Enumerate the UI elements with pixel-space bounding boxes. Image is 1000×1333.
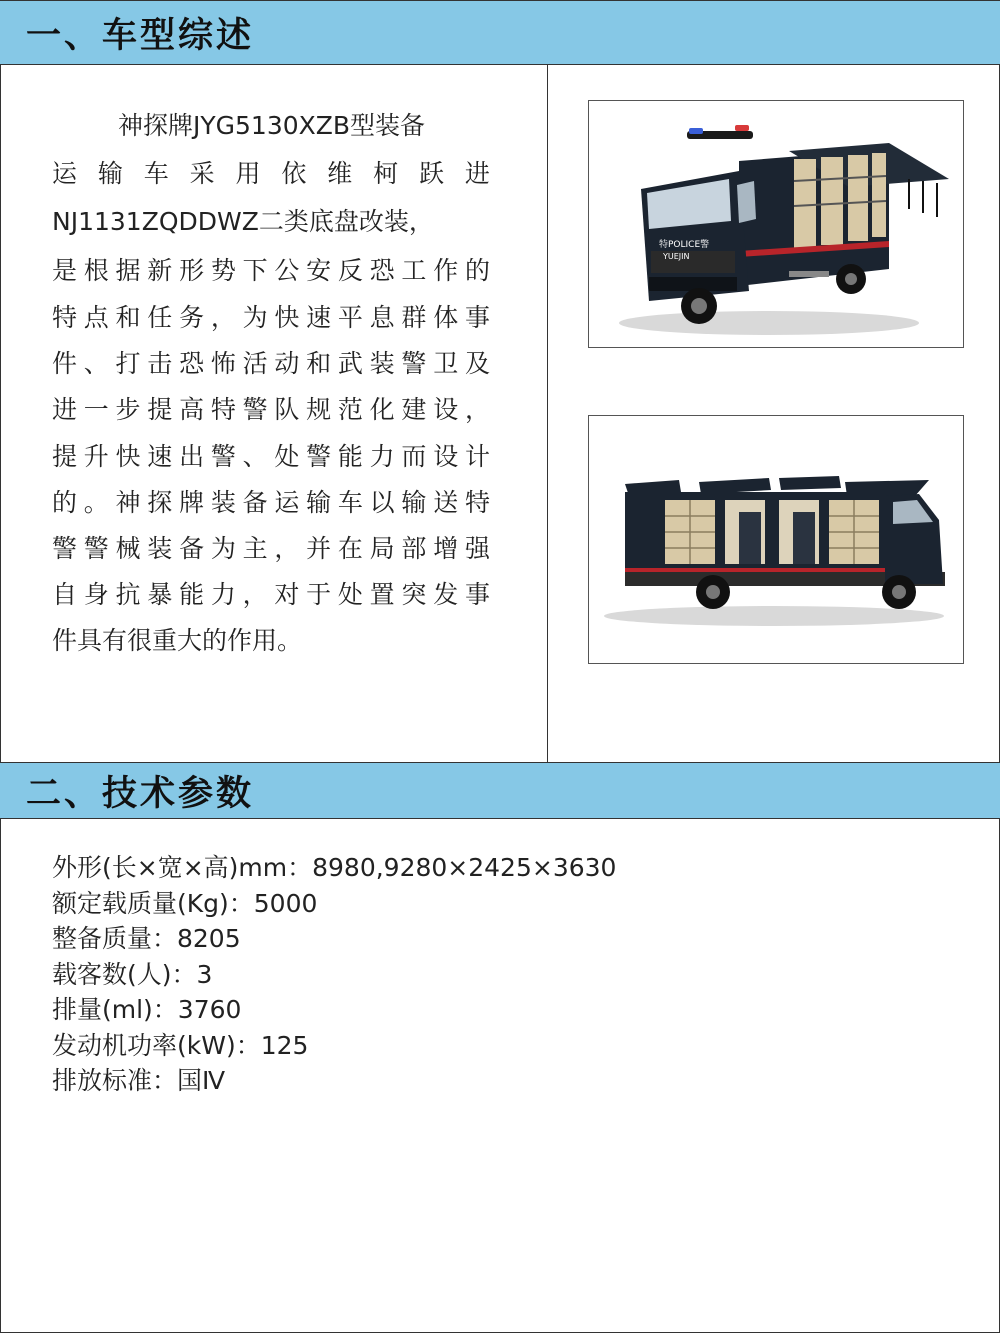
overview-line: 神探牌JYG5130XZB型装备 bbox=[118, 111, 426, 140]
spec-engine-power: 发动机功率(kW)：125 bbox=[52, 1031, 309, 1060]
overview-line: 件 、 打 击 恐 怖 活 动 和 武 装 警 卫 及 bbox=[52, 349, 490, 378]
overview-line: 的 。 神 探 牌 装 备 运 输 车 以 输 送 特 bbox=[52, 488, 490, 517]
overview-line: 提 升 快 速 出 警 、 处 警 能 力 而 设 计 bbox=[52, 442, 490, 471]
section-header-specs bbox=[0, 762, 1000, 819]
truck-brand-text: YUEJIN bbox=[663, 252, 690, 261]
spec-dimensions: 外形(长×宽×高)mm：8980,9280×2425×3630 bbox=[52, 853, 617, 882]
spec-rated-load: 额定载质量(Kg)：5000 bbox=[52, 889, 318, 918]
truck-front-photo bbox=[589, 101, 963, 347]
truck-marking-text: 特POLICE警 bbox=[659, 240, 710, 250]
truck-front-photo-frame bbox=[588, 100, 964, 348]
section-title-overview: 一、车型综述 bbox=[26, 15, 255, 56]
overview-line: 警 警 械 装 备 为 主 ， 并 在 局 部 增 强 bbox=[52, 534, 490, 563]
overview-line: 自 身 抗 暴 能 力 ， 对 于 处 置 突 发 事 bbox=[52, 580, 490, 609]
column-divider bbox=[547, 65, 548, 762]
overview-line: 进 一 步 提 高 特 警 队 规 范 化 建 设 ， bbox=[52, 395, 490, 424]
overview-line: 是 根 据 新 形 势 下 公 安 反 恐 工 作 的 bbox=[52, 256, 490, 285]
overview-line: 运 输 车 采 用 依 维 柯 跃 进 bbox=[52, 159, 490, 188]
truck-side-photo-frame bbox=[588, 415, 964, 664]
overview-line: 件具有很重大的作用。 bbox=[52, 626, 303, 655]
spec-displacement: 排量(ml)：3760 bbox=[52, 995, 242, 1024]
spec-curb-weight: 整备质量：8205 bbox=[52, 924, 241, 953]
section-title-specs: 二、技术参数 bbox=[26, 773, 255, 814]
spec-passengers: 载客数(人)：3 bbox=[52, 960, 213, 989]
overview-line: 特 点 和 任 务 ， 为 快 速 平 息 群 体 事 bbox=[52, 303, 490, 332]
truck-side-photo bbox=[589, 416, 963, 663]
overview-line: NJ1131ZQDDWZ二类底盘改装， bbox=[52, 207, 434, 236]
section-header-overview bbox=[0, 0, 1000, 65]
spec-emission: 排放标准：国Ⅳ bbox=[52, 1066, 226, 1095]
